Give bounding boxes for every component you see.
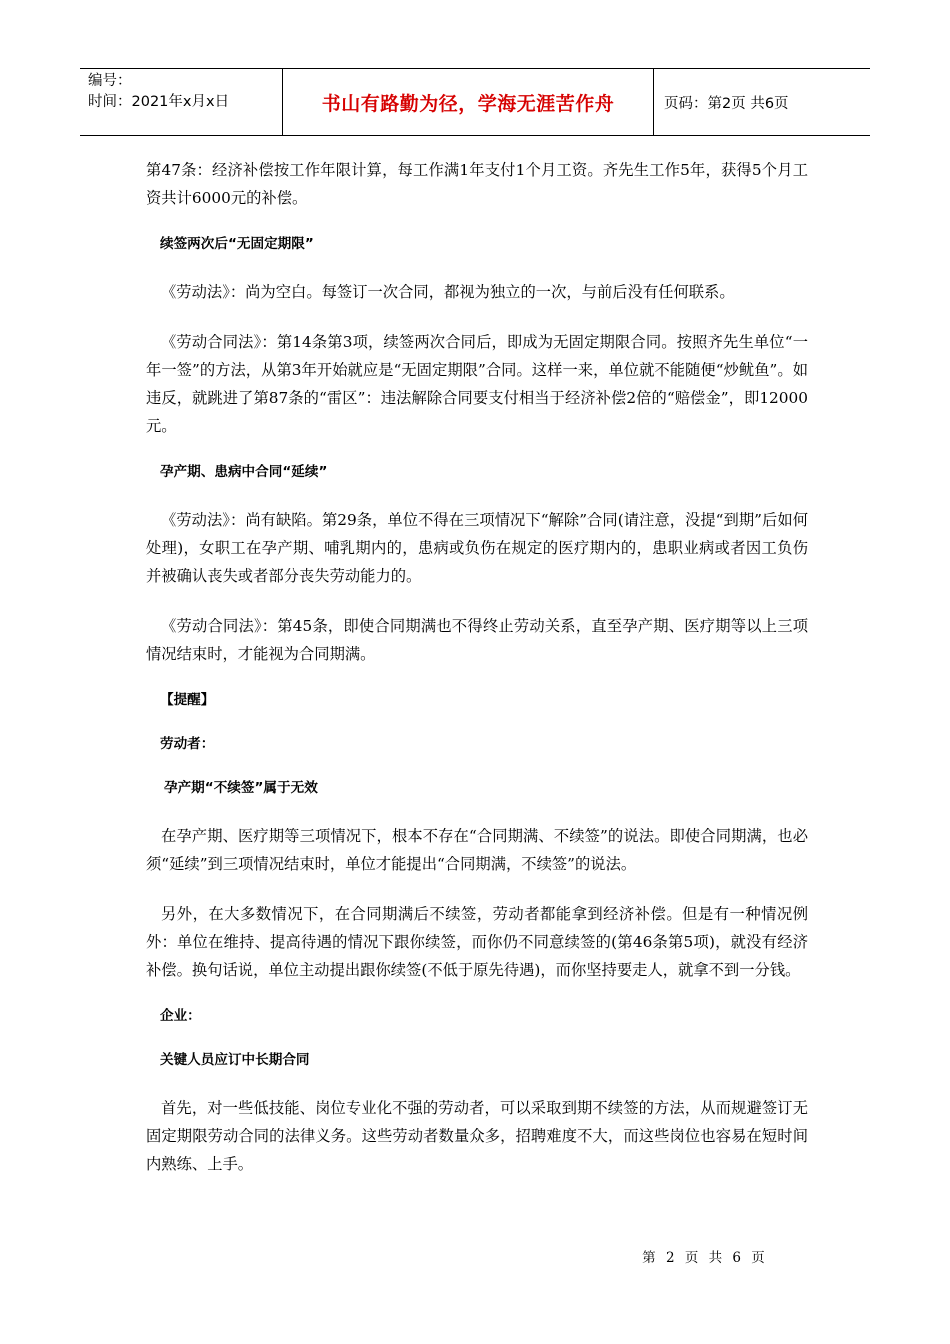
reminder-heading: 【提醒】: [160, 692, 215, 708]
section-heading: 续签两次后“无固定期限”: [160, 236, 314, 252]
paragraph: 《劳动法》：尚有缺陷。第29条，单位不得在三项情况下“解除”合同(请注意，没提“到期”后如何处理)，女职工在孕产期、哺乳期内的，患病或负伤在规定的医疗期内的，患职业病或者因工负伤并被确认丧失或者部分丧失劳动能力的。: [146, 511, 808, 585]
paragraph: 在孕产期、医疗期等三项情况下，根本不存在“合同期满、不续签”的说法。即使合同期满，也必须“延续”到三项情况结束时，单位才能提出“合同期满，不续签”的说法。: [146, 827, 808, 873]
section-heading: 孕产期、患病中合同“延续”: [160, 464, 328, 480]
date-label: 时间：2021年x月x日: [88, 94, 230, 110]
paragraph: 《劳动法》：尚为空白。每签订一次合同，都视为独立的一次，与前后没有任何联系。: [161, 283, 735, 301]
motto-text: 书山有路勤为径，学海无涯苦作舟: [321, 92, 615, 115]
paragraph: 《劳动合同法》：第45条，即使合同期满也不得终止劳动关系，直至孕产期、医疗期等以上三项情况结束时，才能视为合同期满。: [146, 617, 808, 663]
paragraph: 另外，在大多数情况下，在合同期满后不续签，劳动者都能拿到经济补偿。但是有一种情况例外：单位在维持、提高待遇的情况下跟你续签，而你仍不同意续签的(第46条第5项)，就没有经济补偿。换句话说，单位主动提出跟你续签(不低于原先待遇)，而你坚持要走人，就拿不到一分钱。: [146, 905, 808, 979]
header-meta: [80, 69, 282, 135]
enterprise-heading: 企业：: [160, 1008, 201, 1024]
paragraph: 首先，对一些低技能、岗位专业化不强的劳动者，可以采取到期不续签的方法，从而规避签订无固定期限劳动合同的法律义务。这些劳动者数量众多，招聘难度不大，而这些岗位也容易在短时间内熟练、上手。: [146, 1099, 808, 1173]
serial-label: 编号：: [88, 73, 132, 89]
paragraph: 第47条：经济补偿按工作年限计算，每工作满1年支付1个月工资。齐先生工作5年，获得5个月工资共计6000元的补偿。: [146, 161, 808, 207]
worker-heading: 劳动者：: [160, 736, 215, 752]
header-page-cell: [654, 69, 870, 135]
document-header: [80, 68, 870, 136]
page-info: 页码：第2页 共6页: [664, 95, 789, 112]
page-footer-text: 第 2 页 共 6 页: [642, 1250, 768, 1266]
section-heading: 关键人员应订中长期合同: [160, 1052, 310, 1068]
header-motto-cell: [282, 69, 654, 135]
page-footer: [0, 1246, 950, 1266]
paragraph: 《劳动合同法》：第14条第3项，续签两次合同后，即成为无固定期限合同。按照齐先生单位“一年一签”的方法，从第3年开始就应是“无固定期限”合同。这样一来，单位就不能随便“炒鱿鱼”。如违反，就跳进了第87条的“雷区”：违法解除合同要支付相当于经济补偿2倍的“赔偿金”，即12000元。: [146, 333, 808, 435]
document-body: [146, 156, 808, 1200]
section-heading: 孕产期“不续签”属于无效: [164, 780, 318, 796]
